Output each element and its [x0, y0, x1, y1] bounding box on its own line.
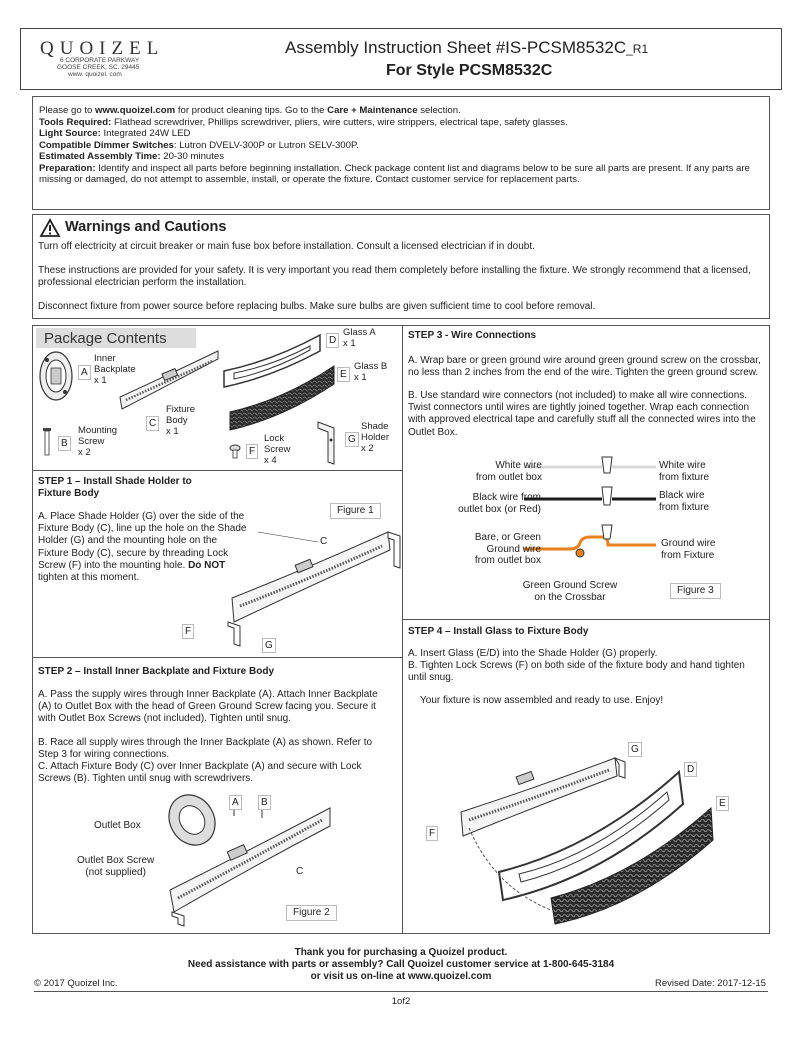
ground-wire-right-label: Ground wire from Fixture	[661, 538, 716, 561]
part-b-letter: B	[58, 436, 71, 451]
footer-online: or visit us on-line at www.quoizel.com	[310, 971, 492, 982]
outlet-box-screw-label: Outlet Box Screw (not supplied)	[77, 855, 155, 878]
fixture-body-image	[118, 345, 220, 413]
grid-hline-right	[402, 619, 770, 620]
page-number: 1of2	[391, 996, 411, 1007]
black-wire-left-label: Black wire from outlet box (or Red)	[458, 492, 541, 515]
step3-title: STEP 3 - Wire Connections	[408, 330, 537, 341]
step1-text: A. Place Shade Holder (G) over the side of the Fixture Body (C), line up the hole on the Shade Holder (G) and the mounting hole on the Fixture Body (C), secure by threading Lock Screw (F) into the mounting hole. Do NOT tighten at this moment.	[38, 511, 247, 583]
figure1-label-f: F	[182, 624, 194, 639]
intro-line-1: Please go to www.quoizel.com for product cleaning tips. Go to the Care + Maintenance selection.	[39, 105, 461, 116]
warnings-title: Warnings and Cautions	[65, 219, 227, 235]
step3-a: A. Wrap bare or green ground wire around green ground screw on the crossbar, no less than 2 inches from the end of the wire. Tighten the green ground screw.	[408, 355, 761, 379]
prep-line: Preparation: Identify and inspect all parts before beginning installation. Check package content list and diagrams below to be sure all parts are present. If any parts are missing or damaged, do not attempt to assemble, install, or operate the fixture. Contact customer service for replacement parts.	[39, 162, 750, 185]
step4-title: STEP 4 – Install Glass to Fixture Body	[408, 626, 589, 637]
white-wire-left-label: White wire from outlet box	[475, 460, 542, 483]
figure2-label-b: B	[258, 795, 271, 810]
warning-triangle-icon	[40, 219, 60, 237]
step3-b: B. Use standard wire connectors (not included) to make all wire connections. Twist connectors until wires are tightly joined together. Wrap each connection with approved electrical tape and carefully stuff all the connected wires into the Outlet Box.	[408, 390, 756, 438]
website-small: www. quoizel. com	[68, 71, 122, 78]
ground-screw-icon	[576, 549, 584, 557]
part-f-label: Lock Screw x 4	[264, 433, 291, 466]
grid-hline-left-2	[32, 657, 402, 658]
sheet-title-text: Assembly Instruction Sheet #IS-PCSM8532C	[285, 38, 627, 57]
step2-title: STEP 2 – Install Inner Backplate and Fixture Body	[38, 666, 275, 677]
warnings-p2: These instructions are provided for your safety. It is very important you read them completely before installing the fixture. We strongly recommend that a licensed, professional electrician perform the installation.	[38, 265, 751, 289]
figure4-label-f: F	[426, 826, 438, 841]
lock-screw-image	[229, 445, 241, 459]
tools-line: Tools Required: Flathead screwdriver, Phillips screwdriver, pliers, wire cutters, wire strippers, electrical tape, safety glasses.	[39, 116, 568, 128]
figure4-drawing	[455, 748, 715, 926]
part-c-label: Fixture Body x 1	[166, 404, 196, 437]
ground-wire-left-label: Bare, or Green Ground wire from outlet box	[474, 532, 541, 566]
figure4-label-g: G	[628, 742, 642, 757]
part-d-letter: D	[326, 333, 339, 348]
figure1-label-c: C	[320, 536, 328, 547]
footer-assist: Need assistance with parts or assembly? Call Quoizel customer service at 1-800-645-3184	[187, 959, 615, 970]
part-d-label: Glass A x 1	[343, 327, 376, 349]
outlet-box-label: Outlet Box	[94, 820, 141, 831]
grid-hline-left-1	[32, 470, 402, 471]
inner-backplate-image	[38, 350, 74, 402]
address-line-2: GOOSE CREEK, SC. 29445	[57, 64, 140, 71]
step2-a: A. Pass the supply wires through Inner Backplate (A). Attach Inner Backplate (A) to Outlet Box with the head of Green Ground Screw facing you. Secure it with Outlet Box Screws (not included). Tighten until snug.	[38, 689, 378, 725]
figure1-label-g: G	[262, 638, 276, 653]
sheet-title	[285, 38, 648, 58]
part-a-letter: A	[78, 365, 91, 380]
time-line: Estimated Assembly Time: 20-30 minutes	[39, 151, 225, 162]
dimmer-line: Compatible Dimmer Switches: Lutron DVELV-300P or Lutron SELV-300P.	[39, 139, 359, 151]
style-line: For Style PCSM8532C	[386, 62, 553, 79]
step2-c: C. Attach Fixture Body (C) over Inner Backplate (A) and secure with Lock Screws (B). Tighten until snug with screwdrivers.	[38, 761, 362, 785]
sheet-revision: _R1	[626, 42, 649, 56]
part-a-label: Inner Backplate x 1	[94, 353, 136, 386]
figure2-label-a: A	[229, 795, 242, 810]
figure3-label: Figure 3	[670, 583, 721, 599]
step2-b: B. Race all supply wires through the Inner Backplate (A) as shown. Refer to Step 3 for wiring connections.	[38, 737, 373, 761]
intro-text	[39, 105, 765, 186]
part-b-label: Mounting Screw x 2	[78, 425, 118, 458]
figure2-label: Figure 2	[286, 905, 337, 921]
figure1-drawing	[228, 528, 408, 648]
address-line-1: 6 CORPORATE PARKWAY	[60, 57, 140, 64]
part-c-letter: C	[146, 416, 159, 431]
part-g-letter: G	[345, 432, 359, 447]
figure4-label-e: E	[716, 796, 729, 811]
light-line: Light Source: Integrated 24W LED	[39, 128, 191, 139]
step4-b: B. Tighten Lock Screws (F) on both side of the fixture body and hand tighten until snug.	[408, 660, 745, 684]
step1-title: STEP 1 – Install Shade Holder to Fixture Body	[38, 476, 192, 499]
part-e-label: Glass B x 1	[354, 361, 388, 383]
figure4-label-d: D	[684, 762, 697, 777]
part-e-letter: E	[337, 367, 350, 382]
package-title: Package Contents	[36, 328, 196, 348]
step4-a: A. Insert Glass (E/D) into the Shade Holder (G) properly.	[408, 648, 658, 659]
mounting-screw-image	[41, 428, 53, 456]
warnings-p3: Disconnect fixture from power source before replacing bulbs. Make sure bulbs are given sufficient time to cool before removal.	[38, 301, 596, 312]
brand-logo: QUOIZEL	[40, 38, 165, 59]
footer-divider	[34, 991, 768, 992]
part-g-label: Shade Holder x 2	[361, 421, 389, 454]
part-f-letter: F	[246, 444, 258, 459]
warnings-p1: Turn off electricity at circuit breaker or main fuse box before installation. Consult a licensed electrician if in doubt.	[38, 241, 535, 252]
green-ground-screw-label: Green Ground Screw on the Crossbar	[522, 580, 618, 603]
footer-revised: Revised Date: 2017-12-15	[655, 978, 766, 989]
white-wire-right-label: White wire from fixture	[659, 460, 710, 483]
black-wire-right-label: Black wire from fixture	[659, 490, 710, 513]
footer-thanks: Thank you for purchasing a Quoizel product.	[294, 947, 508, 958]
copyright-icon: ©	[34, 978, 41, 989]
footer-copyright: © 2017 Quoizel Inc.	[34, 978, 118, 989]
step4-done: Your fixture is now assembled and ready to use. Enjoy!	[420, 695, 664, 706]
shade-holder-image	[314, 420, 342, 466]
figure2-label-c: C	[296, 866, 304, 877]
figure1-label: Figure 1	[330, 503, 381, 519]
